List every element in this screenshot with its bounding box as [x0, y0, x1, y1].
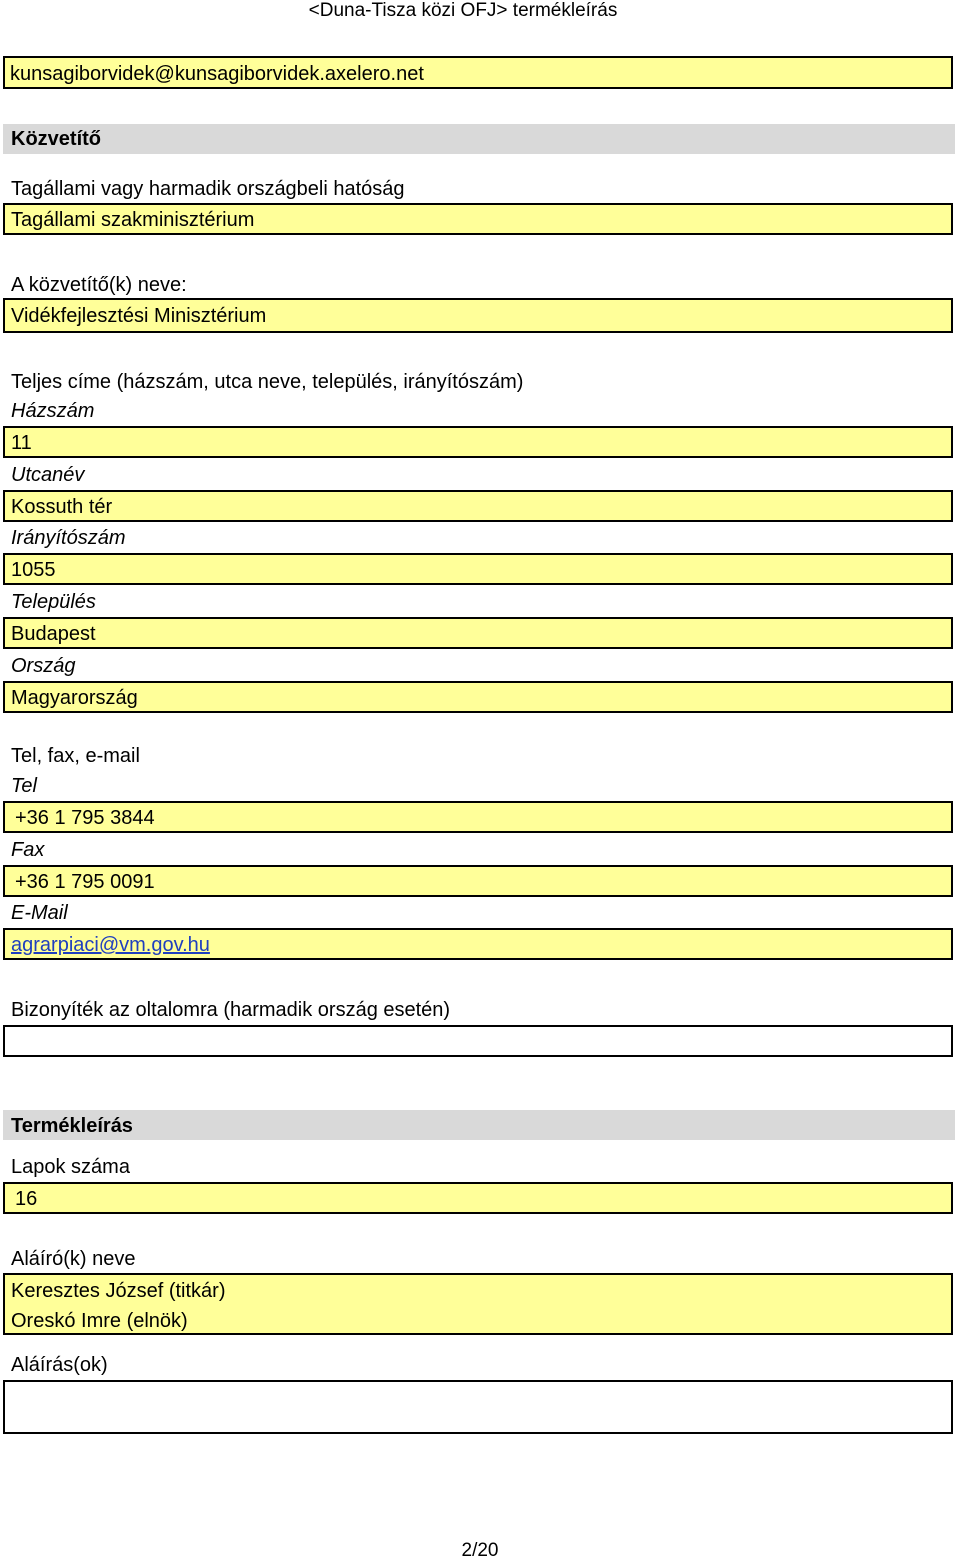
zip-value: 1055: [11, 559, 56, 581]
tel-value: +36 1 795 3844: [15, 807, 155, 829]
zip-label: Irányítószám: [11, 527, 126, 549]
street-label: Utcanév: [11, 464, 85, 486]
email-link[interactable]: agrarpiaci@vm.gov.hu: [11, 934, 210, 956]
section-title-intermediary: Közvetítő: [11, 128, 101, 150]
city-label: Település: [11, 591, 96, 613]
house-number-value: 11: [11, 432, 32, 454]
street-field[interactable]: [3, 490, 953, 522]
pages-value: 16: [15, 1188, 38, 1210]
page-header: [0, 0, 960, 22]
pages-label: Lapok száma: [11, 1156, 130, 1178]
country-field[interactable]: [3, 681, 953, 713]
city-field[interactable]: [3, 617, 953, 649]
authority-field[interactable]: [3, 203, 953, 235]
street-value: Kossuth tér: [11, 496, 113, 518]
page-number: 2/20: [461, 1540, 499, 1561]
fax-field[interactable]: [3, 865, 953, 897]
tel-field[interactable]: [3, 801, 953, 833]
country-value: Magyarország: [11, 687, 138, 709]
email-field[interactable]: [3, 928, 953, 960]
country-label: Ország: [11, 655, 76, 677]
signatures-label: Aláírás(ok): [11, 1354, 108, 1376]
address-label: Teljes címe (házszám, utca neve, település, irányítószám): [11, 371, 524, 393]
house-number-label: Házszám: [11, 400, 95, 422]
intermediary-name-label: A közvetítő(k) neve:: [11, 274, 187, 296]
signer-name: Oreskó Imre (elnök): [11, 1310, 188, 1332]
section-intermediary: [3, 124, 955, 154]
intermediary-name-value: Vidékfejlesztési Minisztérium: [11, 305, 267, 327]
section-title-product-description: Termékleírás: [11, 1115, 133, 1137]
fax-value: +36 1 795 0091: [15, 871, 155, 893]
pages-field[interactable]: [3, 1182, 953, 1214]
authority-label: Tagállami vagy harmadik országbeli hatóság: [11, 178, 405, 200]
tel-label: Tel: [11, 775, 37, 797]
signer-name: Keresztes József (titkár): [11, 1280, 226, 1302]
city-value: Budapest: [11, 623, 96, 645]
signers-label: Aláíró(k) neve: [11, 1248, 136, 1270]
house-number-field[interactable]: [3, 426, 953, 458]
top-email-field[interactable]: [3, 56, 953, 89]
zip-field[interactable]: [3, 553, 953, 585]
signatures-field[interactable]: [3, 1380, 953, 1434]
protection-proof-field[interactable]: [3, 1025, 953, 1057]
document-title: <Duna-Tisza közi OFJ> termékleírás: [308, 0, 618, 21]
section-product-description: [3, 1110, 955, 1140]
intermediary-name-field[interactable]: [3, 298, 953, 333]
protection-proof-label: Bizonyíték az oltalomra (harmadik ország esetén): [11, 999, 451, 1021]
page-footer: [0, 1540, 960, 1562]
contact-label: Tel, fax, e-mail: [11, 745, 140, 767]
fax-label: Fax: [11, 839, 45, 861]
signers-field[interactable]: [3, 1273, 953, 1335]
authority-value: Tagállami szakminisztérium: [11, 209, 255, 231]
top-email-value: kunsagiborvidek@kunsagiborvidek.axelero.net: [10, 63, 424, 85]
email-label: E-Mail: [11, 902, 68, 924]
